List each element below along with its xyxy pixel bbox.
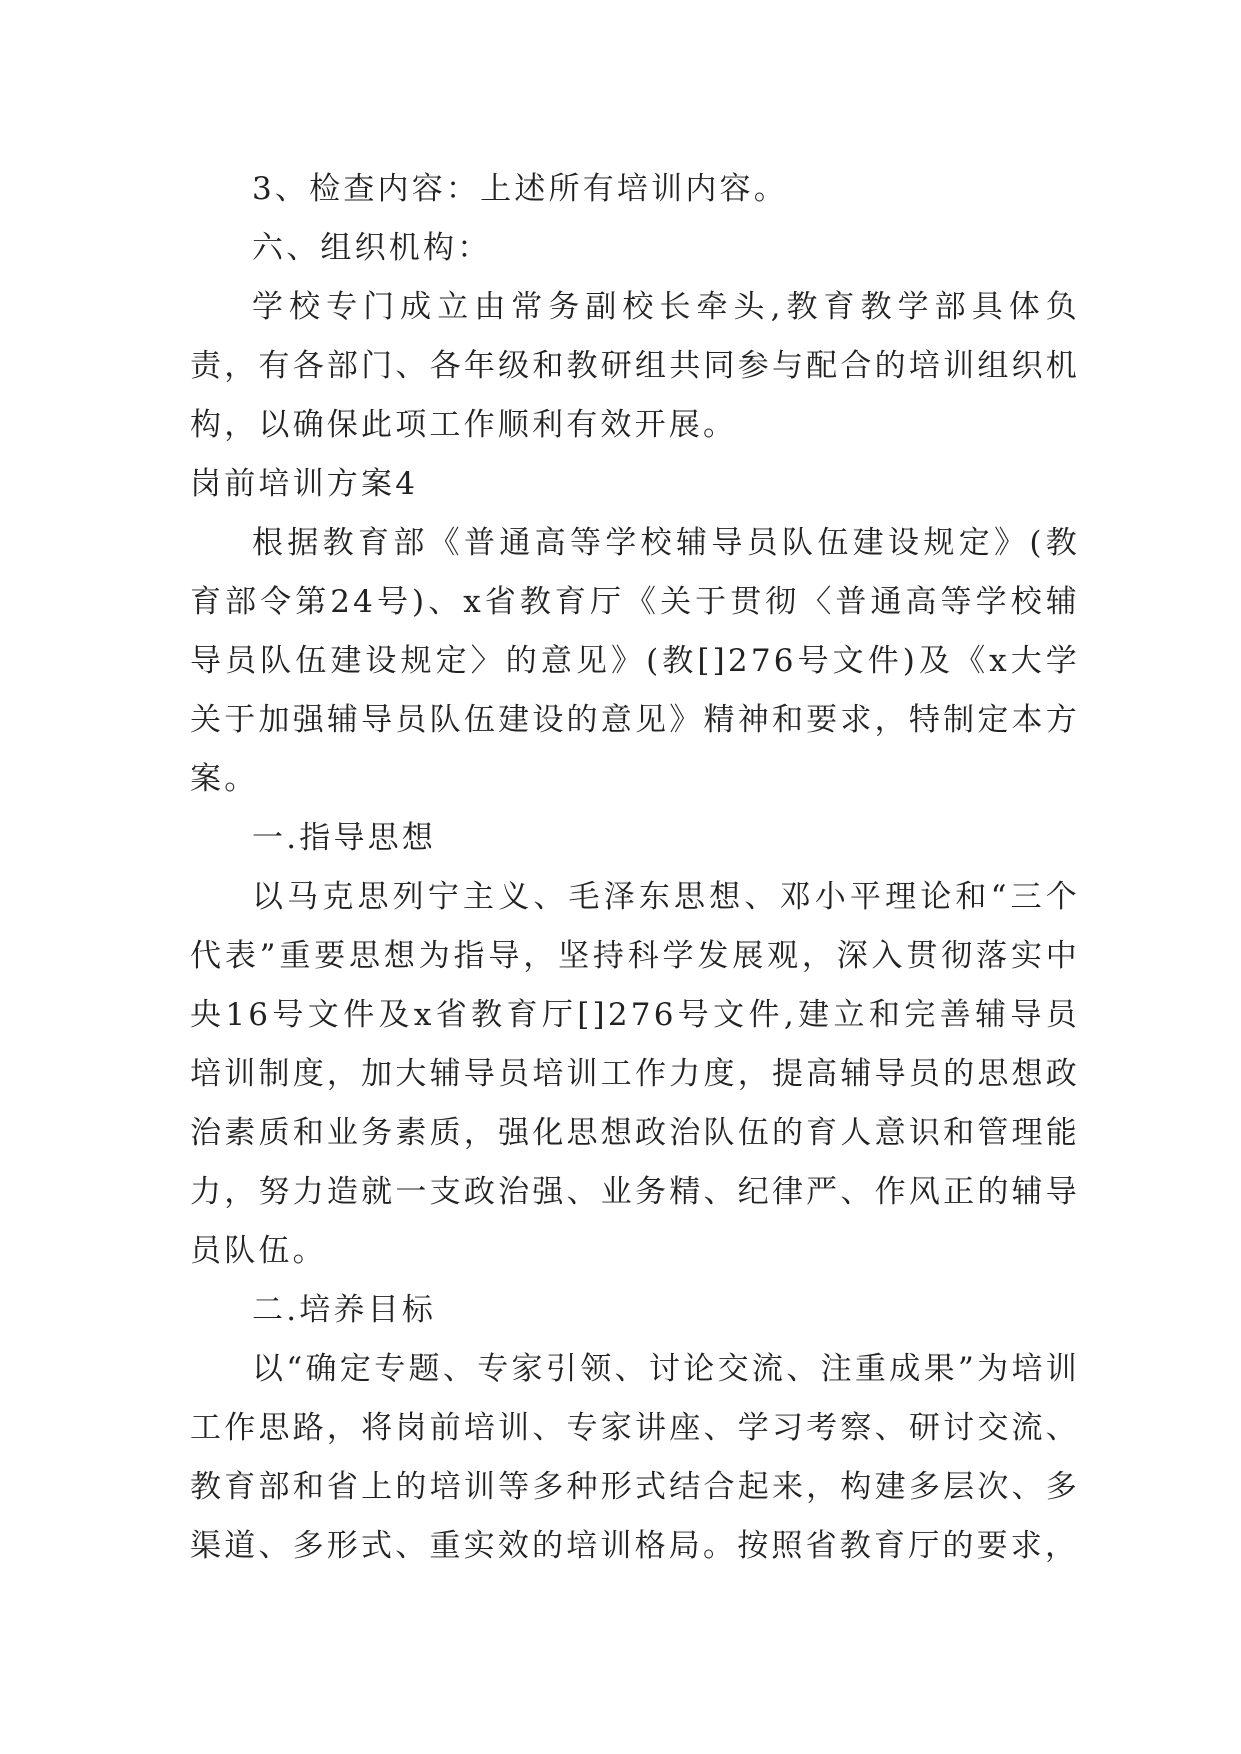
heading-training-goal: 二.培养目标 <box>252 1292 437 1328</box>
paragraph-basis: 根据教育部《普通高等学校辅导员队伍建设规定》(教育部令第24号)、x省教育厅《关于贯彻〈普通高等学校辅导员队伍建设规定〉的意见》(教[]276号文件)及《x大学关于加强辅导员队伍建设的意见》精神和要求，特制定本方案。 <box>190 525 1080 797</box>
heading-guiding-ideology: 一.指导思想 <box>252 820 437 856</box>
document-body <box>190 160 1080 1576</box>
paragraph-training-goal: 以“确定专题、专家引领、讨论交流、注重成果”为培训工作思路，将岗前培训、专家讲座、学习考察、研讨交流、教育部和省上的培训等多种形式结合起来，构建多层次、多渠道、多形式、重实效的培训格局。按照省教育厅的要求， <box>190 1351 1080 1564</box>
paragraph-check-content: 3、检查内容：上述所有培训内容。 <box>252 171 788 207</box>
heading-organization: 六、组织机构： <box>252 230 492 266</box>
paragraph-guiding-ideology: 以马克思列宁主义、毛泽东思想、邓小平理论和“三个代表”重要思想为指导，坚持科学发展观，深入贯彻落实中央16号文件及x省教育厅[]276号文件,建立和完善辅导员培训制度，加大辅导员培训工作力度，提高辅导员的思想政治素质和业务素质，强化思想政治队伍的育人意识和管理能力，努力造就一支政治强、业务精、纪律严、作风正的辅导员队伍。 <box>190 879 1080 1269</box>
section-title-plan-4: 岗前培训方案4 <box>190 466 419 502</box>
paragraph-organization: 学校专门成立由常务副校长牵头,教育教学部具体负责，有各部门、各年级和教研组共同参与配合的培训组织机构，以确保此项工作顺利有效开展。 <box>190 289 1080 443</box>
